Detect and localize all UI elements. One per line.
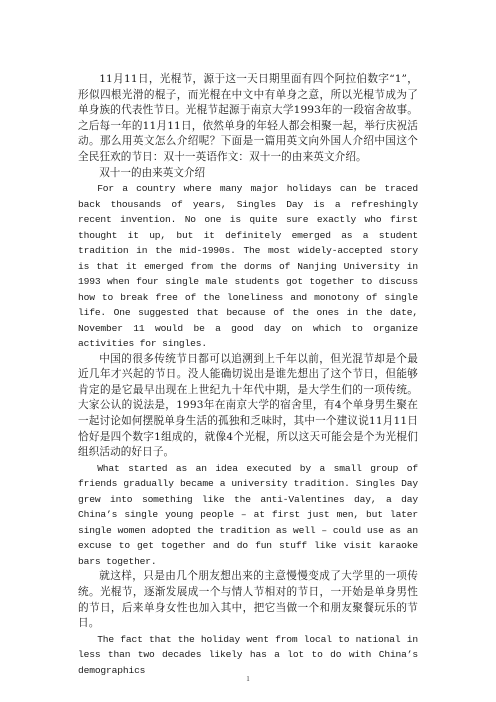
intro-paragraph: 11月11日，光棍节，源于这一天日期里面有四个阿拉伯数字“1”，形似四根光滑的棍子，而光棍在中文中有单身之意，所以光棍节成为了单身族的代表性节日。光棍节起源于南京大学1993年的一段宿舍故事。之后每一年的11月11日，依然单身的年轻人都会相聚一起，举行庆祝活动。那么用英文怎么介绍呢？下面是一篇用英文向外国人介绍中国这个全民狂欢的节日：双十一英语作文：双十一的由来英文介绍。 xyxy=(78,73,418,163)
english-paragraph-1: For a country where many major holidays can be traced back thousands of years, Singles Day is a refreshingly recent invention. No one is quite sure exactly who first thought it up, but it definitely emerged as a student tradition in the mid-1990s. The most widely-accepted story is that it emerged from the dorms of Nanjing University in 1993 when four single male students got together to discuss how to break free of the loneliness and monotony of single life. One suggested that because of the ones in the date, November 11 would be a good day on which to organize activities for singles. xyxy=(78,183,418,350)
section-heading: 双十一的由来英文介绍 xyxy=(99,166,206,179)
chinese-paragraph-2: 就这样，只是由几个朋友想出来的主意慢慢变成了大学里的一项传统。光棍节，逐渐发展成一个与情人节相对的节日，一开始是单身男性的节日，后来单身女性也加入其中，把它当做一个和朋友聚餐玩乐的节日。 xyxy=(78,570,418,630)
english-paragraph-3: The fact that the holiday went from local to national in less than two decades likely has a lot to do with China’s demographics xyxy=(78,633,418,676)
page-number: 1 xyxy=(246,675,250,683)
chinese-paragraph-1: 中国的很多传统节日都可以追溯到上千年以前，但光混节却是个最近几年才兴起的节日。没人能确切说出是谁先想出了这个节日，但能够肯定的是它最早出现在上世纪九十年代中期，是大学生们的一项传统。大家公认的说法是，1993年在南京大学的宿舍里，有4个单身男生聚在一起讨论如何摆脱单身生活的孤独和乏味时，其中一个建议说11月11日恰好是四个数字1组成的，就像4个光棍，所以这天可能会是个为光棍们组织活动的好日子。 xyxy=(78,352,418,459)
document-body xyxy=(78,72,418,678)
english-paragraph-2: What started as an idea executed by a small group of friends gradually became a university tradition. Singles Day grew into something like the anti-Valentines day, a day China’s single young people – at first just men, but later single women adopted the tradition as well – could use as an excuse to get together and do fun stuff like visit karaoke bars together. xyxy=(78,462,418,567)
